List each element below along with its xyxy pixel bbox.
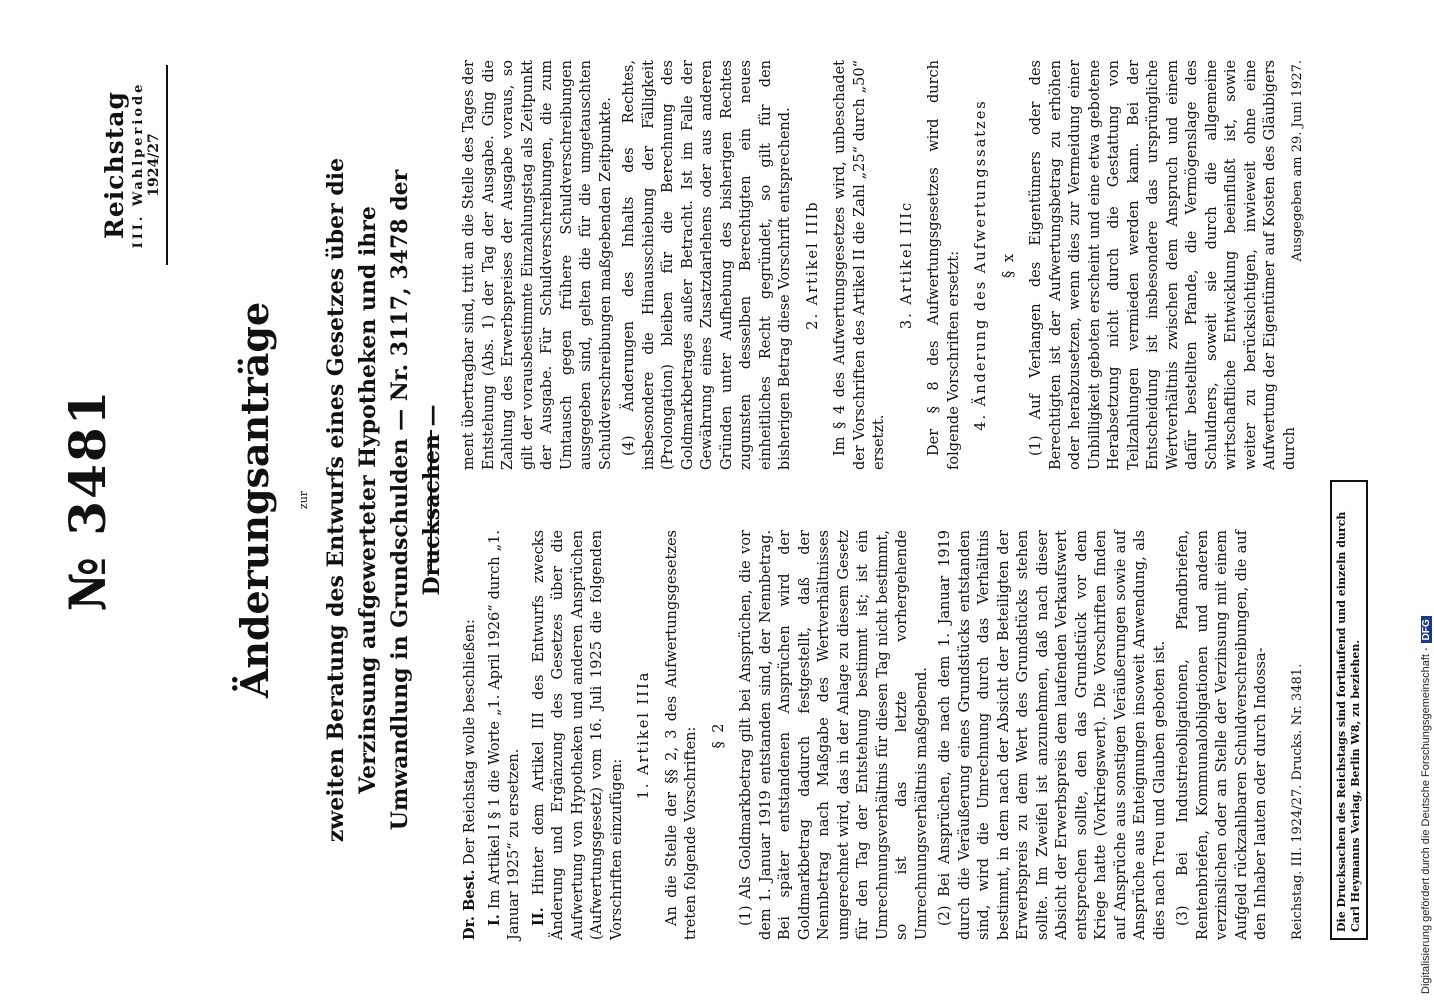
digitization-note <box>1420 616 1432 994</box>
paragraph-text: Im Artikel I § 1 die Worte „1. April 1926“ durch „1. Januar 1925“ zu ersetzen. <box>486 530 522 940</box>
publisher-notice: Die Drucksachen des Reichstags sind fortlaufend und einzeln durch Carl Heymanns Verlag, Berlin W8, zu beziehen. <box>1330 480 1368 940</box>
document-number: № 3481 <box>58 388 117 612</box>
page-footer <box>1290 60 1305 940</box>
parliament-name: Reichstag <box>100 91 129 239</box>
title-connector: zur <box>297 490 310 510</box>
footer-issue-date: Ausgegeben am 29. Juni 1927. <box>1290 60 1305 262</box>
page-title: Änderungsanträge <box>232 301 277 699</box>
paragraph: ment übertragbar sind, tritt an die Stelle des Tages der Entstehung (Abs. 1) der Tag der Ausgabe. Ging die Zahlung des Erwerbspreises der Ausgabe voraus, so gilt der vorausbestimmte Einzahlungstag als Zeitpunkt der Ausgabe. Für Schuldverschreibungen, die zum Umtausch gegen frühere Schuldverschreibungen ausgegeben sind, gelten die für die umgetauschten Schuldverschreibungen maßgebenden Zeitpunkte. <box>461 60 614 470</box>
paragraph: (1) Auf Verlangen des Eigentümers oder des Berechtigten ist der Aufwertungsbetrag zu erhöhen oder herabzusetzen, wenn dies zur Vermeidung einer Unbilligkeit geboten erscheint und eine etwa gebotene Herabsetzung nicht durch die Gestattung von Teilzahlungen vermieden werden kann. Bei der Entscheidung ist insbesondere das ursprüngliche Wertverhältnis zwischen dem Anspruch und einem dafür bestellten Pfande, die Vermögenslage des Schuldners, soweit sie durch die allgemeine wirtschaftliche Entwicklung beeinflußt ist, sowie weiter zu berücksichtigen, inwieweit ohne eine Aufwertung der Eigentümer auf Kosten des Gläubigers durch <box>1028 60 1298 470</box>
title-divider <box>430 430 432 570</box>
section-sign: § x <box>1000 251 1017 279</box>
paragraph <box>460 530 481 940</box>
paragraph: (1) Als Goldmarkbetrag gilt bei Ansprüchen, die vor dem 1. Januar 1919 entstanden sind, der Nennbetrag. Bei später entstandenen Ansprüchen wird der Goldmarkbetrag dadurch festgestellt, daß der Nennbetrag nach Maßgabe des Wertverhältnisses umgerechnet wird, das in der Anlage zu diesem Gesetz für den Tag der Entstehung bestimmt ist; ist ein Umrechnungsverhältnis für diesen Tag nicht bestimmt, so ist das letzte vorhergehende Umrechnungsverhältnis maßgebend. <box>738 530 930 940</box>
section-sign: § 2 <box>710 721 727 749</box>
proposer-label: Dr. Best. <box>461 869 478 940</box>
footer-reference: Reichstag. III. 1924/27. Drucks. Nr. 3481. <box>1290 663 1305 940</box>
article-heading: 1. Artikel IIIa <box>636 670 652 800</box>
text-column-left <box>460 530 1276 940</box>
paragraph-text: Hinter dem Artikel III des Entwurfs zwecks Änderung und Ergänzung des Gesetzes über die Aufwertung von Hypotheken und anderen Ansprüchen (Aufwertungsgesetz) vom 16. Juli 1925 die folgenden Vorschriften einzufügen: <box>530 529 625 940</box>
paragraph: Im § 4 des Aufwertungsgesetzes wird, unbeschadet der Vorschriften des Artikel II die Zahl „25“ durch „50“ ersetzt. <box>832 60 887 470</box>
text-column-right <box>460 60 1304 470</box>
paragraph: An die Stelle der §§ 2, 3 des Aufwertungsgesetzes treten folgende Vorschriften: <box>663 530 699 940</box>
section-heading: 4. Änderung des Aufwertungssatzes <box>973 99 989 431</box>
parliament-header <box>100 65 168 265</box>
article-heading: 3. Artikel IIIc <box>898 200 915 330</box>
parliament-period: III. Wahlperiode <box>131 81 146 249</box>
paragraph: Der § 8 des Aufwertungsgesetzes wird durch folgende Vorschriften ersetzt: <box>926 60 962 470</box>
paragraph <box>485 530 525 940</box>
paragraph <box>529 530 628 940</box>
paragraph: (2) Bei Ansprüchen, die nach dem 1. Januar 1919 durch die Veräußerung eines Grundstücks entstanden sind, wird die Umrechnung durch das Verhältnis bestimmt, in dem nach der Absicht der Beteiligten der Erwerbspreis zu dem Wert des Grundstücks stehen sollte. Im Zweifel ist anzunehmen, daß nach dieser Absicht der Erwerbspreis dem laufenden Verkaufswert entsprechen sollte, den das Grundstück vor dem Kriege hatte (Vorkriegswert). Die Vorschriften finden auf Ansprüche aus sonstigen Veräußerungen sowie auf Ansprüche aus Enteignungen insoweit Anwendung, als dies nach Treu und Glauben geboten ist. <box>937 530 1168 940</box>
digitization-text: Digitalisierung gefördert durch die Deutsche Forschungsgemeinschaft - <box>1420 647 1432 994</box>
dfg-logo: DFG <box>1421 616 1432 643</box>
document-subject: zweiten Beratung des Entwurfs eines Gesetzes über die Verzinsung aufgewerteter Hypotheken und ihre Umwandlung in Grundschulden — Nr. 3117, 3478 der Drucksachen — <box>323 157 445 843</box>
paragraph: (4) Änderungen des Inhalts des Rechtes, insbesondere die Hinausschiebung der Fälligkeit (Prolongation) bleiben für die Berechnung des Goldmarkbetrages außer Betracht. Ist im Falle der Gewährung eines Zusatzdarlehens oder aus anderen Gründen unter Aufhebung des bisherigen Rechtes zugunsten desselben Berechtigten ein neues einheitliches Recht gegründet, so gilt für den bisherigen Betrag diese Vorschrift entsprechend. <box>621 60 793 470</box>
paragraph-text: Der Reichstag wolle beschließen: <box>462 619 478 866</box>
paragraph: (3) Bei Industrieobligationen, Pfandbriefen, Rentenbriefen, Kommunalobligationen und anderen verzinslichen oder an Stelle der Verzinsung mit einem Aufgeld rückzahlbaren Schuldverschreibungen, die auf den Inhaber lauten oder durch Indossa- <box>1175 530 1269 940</box>
parliament-years: 1924/27 <box>146 133 162 197</box>
article-heading: 2. Artikel IIIb <box>804 200 821 330</box>
roman-label: I. <box>485 914 503 926</box>
roman-label: II. <box>529 907 547 926</box>
